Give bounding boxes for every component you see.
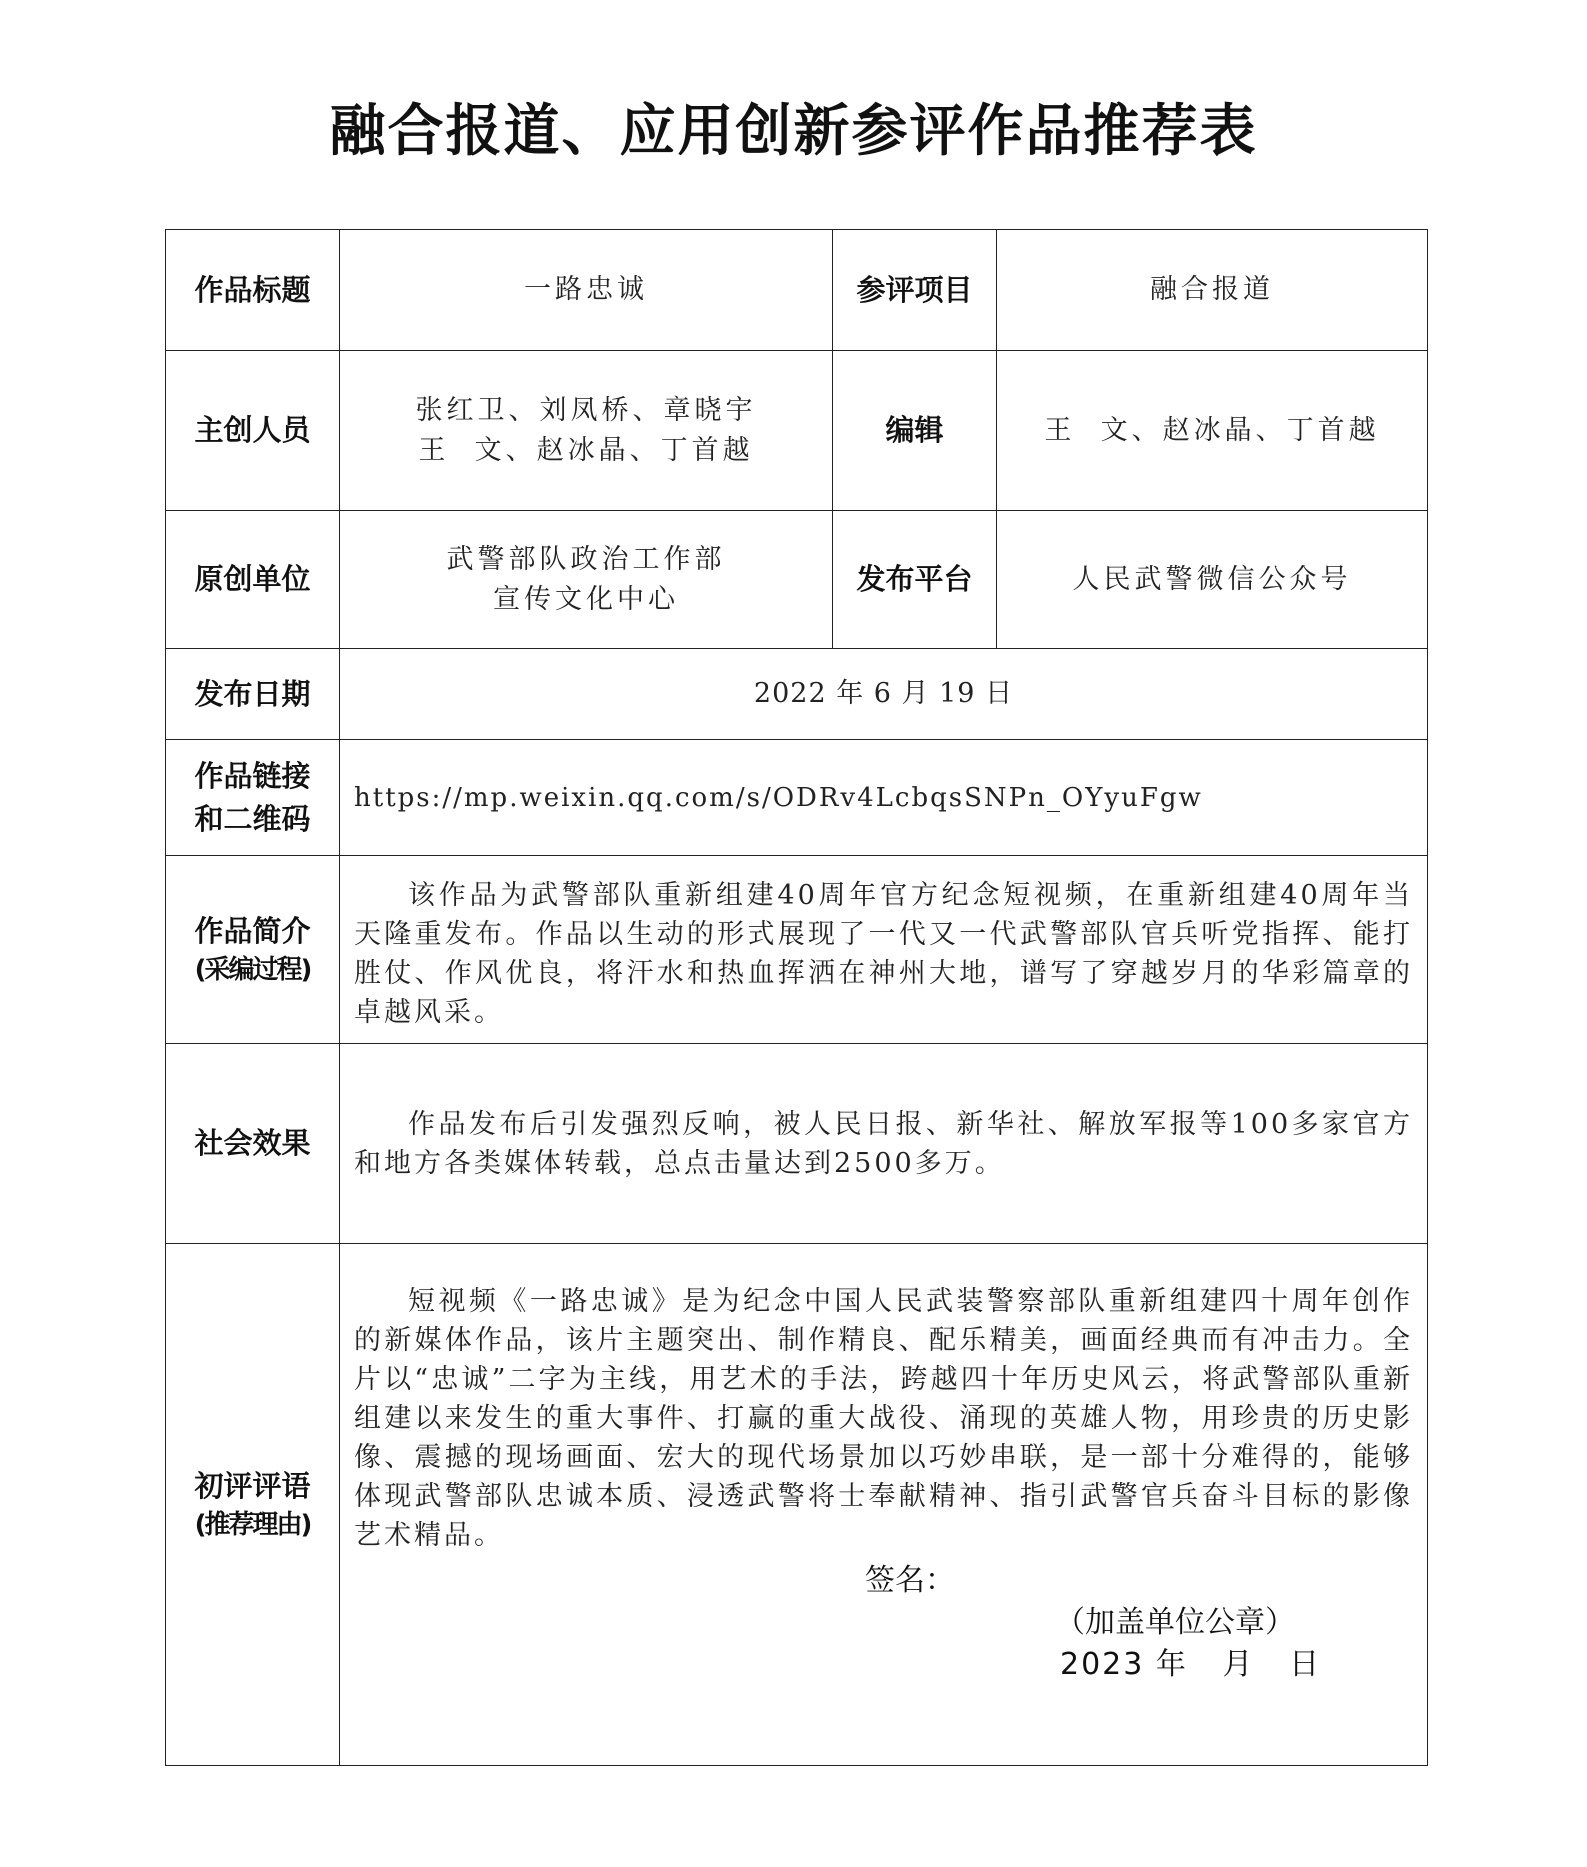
row-date [166, 649, 1428, 740]
summary-cell [340, 856, 1428, 1044]
row-review [166, 1244, 1428, 1766]
review-label-sub: (推荐理由) [194, 1509, 311, 1540]
work-title-label: 作品标题 [166, 230, 340, 351]
creators-line-2: 王 文、赵冰晶、丁首越 [418, 434, 754, 466]
recommendation-form-table [165, 229, 1428, 1766]
summary-text: 该作品为武警部队重新组建40周年官方纪念短视频，在重新组建40周年当天隆重发布。作品以生动的形式展现了一代又一代武警部队官兵听党指挥、能打胜仗、作风优良，将汗水和热血挥洒在神州大地，谱写了穿越岁月的华彩篇章的卓越风采。 [354, 880, 1413, 1028]
unit-label: 原创单位 [166, 511, 340, 649]
category-label: 参评项目 [833, 230, 997, 351]
work-title-value: 一路忠诚 [340, 230, 833, 351]
summary-label-sub: (采编过程) [194, 954, 311, 985]
impact-text: 作品发布后引发强烈反响，被人民日报、新华社、解放军报等100多家官方和地方各类媒体转载，总点击量达到2500多万。 [354, 1108, 1413, 1179]
unit-value [340, 511, 833, 649]
date-value: 2022 年 6 月 19 日 [340, 649, 1428, 740]
page-title: 融合报道、应用创新参评作品推荐表 [329, 99, 1258, 164]
row-impact [166, 1044, 1428, 1244]
category-value: 融合报道 [997, 230, 1428, 351]
summary-label [166, 856, 340, 1044]
summary-label-main: 作品简介 [194, 913, 311, 948]
platform-label: 发布平台 [833, 511, 997, 649]
row-summary [166, 856, 1428, 1044]
link-label [166, 740, 340, 856]
impact-cell [340, 1044, 1428, 1244]
editors-value: 王 文、赵冰晶、丁首越 [997, 351, 1428, 511]
editors-label: 编辑 [833, 351, 997, 511]
row-creators [166, 351, 1428, 511]
creators-line-1: 张红卫、刘凤桥、章晓宇 [415, 395, 757, 427]
platform-value: 人民武警微信公众号 [997, 511, 1428, 649]
signature-block [340, 1555, 1427, 1765]
creators-label: 主创人员 [166, 351, 340, 511]
review-cell [340, 1244, 1428, 1766]
row-unit [166, 511, 1428, 649]
date-label: 发布日期 [166, 649, 340, 740]
link-label-line-1: 作品链接 [194, 759, 311, 794]
unit-line-1: 武警部队政治工作部 [446, 544, 726, 576]
row-work-title [166, 230, 1428, 351]
signature-date: 2023 年 月 日 [1060, 1647, 1322, 1682]
impact-label: 社会效果 [166, 1044, 340, 1244]
link-label-line-2: 和二维码 [194, 801, 311, 836]
review-label-main: 初评评语 [194, 1468, 311, 1503]
review-label [166, 1244, 340, 1766]
unit-line-2: 宣传文化中心 [493, 583, 679, 615]
row-link [166, 740, 1428, 856]
seal-label: （加盖单位公章） [1055, 1605, 1295, 1640]
link-value[interactable]: https://mp.weixin.qq.com/s/ODRv4LcbqsSNPn_OYyuFgw [340, 740, 1428, 856]
creators-value [340, 351, 833, 511]
review-text: 短视频《一路忠诚》是为纪念中国人民武装警察部队重新组建四十周年创作的新媒体作品，该片主题突出、制作精良、配乐精美，画面经典而有冲击力。全片以“忠诚”二字为主线，用艺术的手法，跨越四十年历史风云，将武警部队重新组建以来发生的重大事件、打赢的重大战役、涌现的英雄人物，用珍贵的历史影像、震撼的现场画面、宏大的现代场景加以巧妙串联，是一部十分难得的，能够体现武警部队忠诚本质、浸透武警将士奉献精神、指引武警官兵奋斗目标的影像艺术精品。 [354, 1286, 1413, 1551]
signature-label: 签名： [865, 1563, 955, 1598]
